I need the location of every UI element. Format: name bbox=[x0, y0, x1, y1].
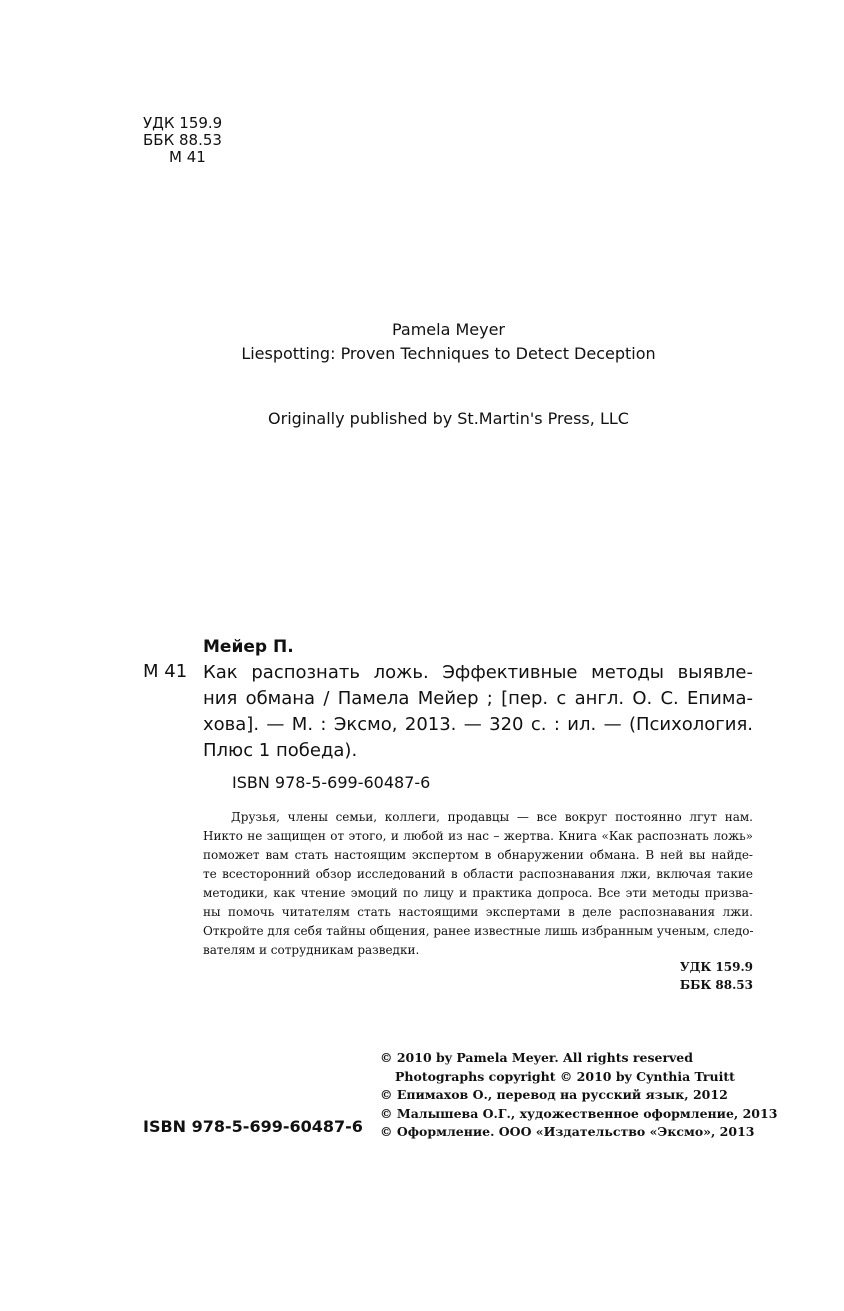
annotation-line: Никто не защищен от этого, и любой из нас – жертва. Книга «Как распознать ложь» bbox=[203, 829, 753, 843]
copyright-line: Photographs copyright © 2010 by Cynthia Truitt bbox=[395, 1068, 735, 1084]
udk-code: УДК 159.9 bbox=[679, 960, 753, 974]
annotation-line: методики, как чтение эмоций по лицу и практика допроса. Все эти методы призва- bbox=[203, 886, 753, 900]
copyright-line: © 2010 by Pamela Meyer. All rights reserved bbox=[380, 1050, 693, 1065]
original-title: Liespotting: Proven Techniques to Detect Deception bbox=[241, 344, 656, 363]
bbk-code: ББК 88.53 bbox=[679, 978, 753, 992]
bib-line: Плюс 1 победа). bbox=[203, 740, 358, 761]
original-publisher-note: Originally published by St.Martin's Press, LLC bbox=[268, 409, 629, 428]
copyright-line: © Оформление. ООО «Издательство «Эксмо», 2013 bbox=[380, 1124, 755, 1139]
author-heading: Мейер П. bbox=[203, 637, 294, 657]
annotation-line: вателям и сотрудникам разведки. bbox=[203, 943, 420, 957]
original-edition-info bbox=[0, 318, 844, 431]
original-author: Pamela Meyer bbox=[391, 320, 506, 339]
classification-codes-bottom bbox=[603, 958, 753, 994]
bib-line: Как распознать ложь. Эффективные методы выявле- bbox=[203, 662, 753, 683]
classification-codes-top bbox=[143, 115, 222, 166]
author-mark-left: М 41 bbox=[143, 661, 188, 682]
author-mark: М 41 bbox=[169, 148, 206, 166]
annotation-line: Друзья, члены семьи, коллеги, продавцы — все вокруг постоянно лгут нам. bbox=[231, 810, 753, 824]
udk-code: УДК 159.9 bbox=[143, 114, 223, 132]
bibliographic-description bbox=[203, 660, 753, 764]
copyright-block bbox=[380, 1049, 777, 1142]
isbn-bottom: ISBN 978-5-699-60487-6 bbox=[143, 1117, 363, 1136]
bib-line: ния обмана / Памела Мейер ; [пер. с англ. О. С. Епима- bbox=[203, 688, 753, 709]
annotation-line: Откройте для себя тайны общения, ранее известные лишь избранным ученым, следо- bbox=[203, 924, 754, 938]
annotation-line: поможет вам стать настоящим экспертом в обнаружении обмана. В ней вы найде- bbox=[203, 848, 753, 862]
copyright-line: © Малышева О.Г., художественное оформление, 2013 bbox=[380, 1105, 778, 1121]
isbn-line: ISBN 978-5-699-60487-6 bbox=[232, 773, 431, 792]
bbk-code: ББК 88.53 bbox=[143, 131, 222, 149]
bib-line: хова]. — М. : Эксмо, 2013. — 320 с. : ил. — (Психология. bbox=[203, 714, 753, 735]
copyright-line: © Епимахов О., перевод на русский язык, 2012 bbox=[380, 1087, 728, 1102]
annotation bbox=[203, 808, 753, 960]
annotation-line: те всесторонний обзор исследований в области распознавания лжи, включая такие bbox=[203, 867, 753, 881]
annotation-line: ны помочь читателям стать настоящими экспертами в деле распознавания лжи. bbox=[203, 905, 753, 919]
